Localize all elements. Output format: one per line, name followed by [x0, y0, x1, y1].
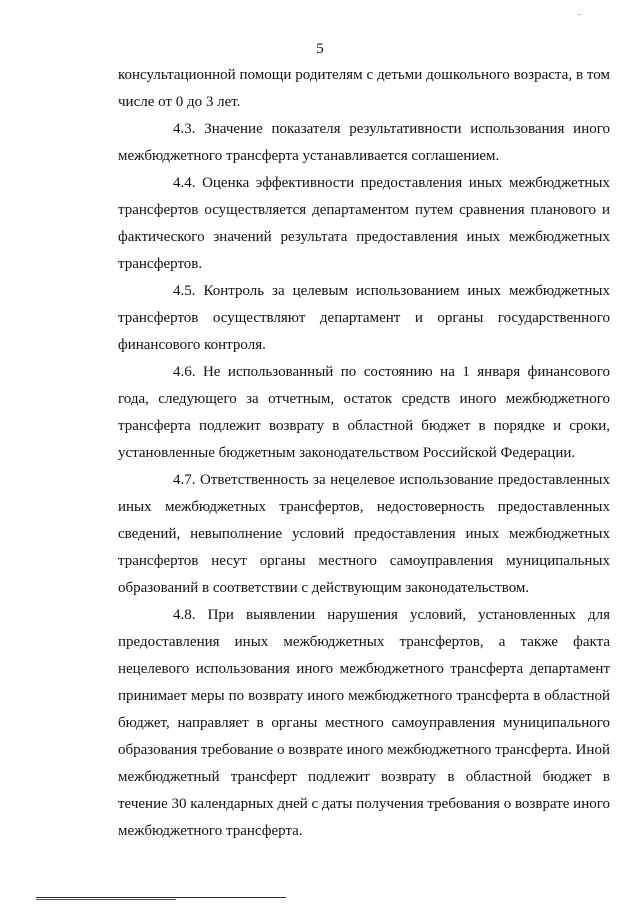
paragraph-4-5: 4.5. Контроль за целевым использованием иных межбюджетных трансфертов осуществляют департамент и органы государственного финансового контроля.	[118, 283, 610, 353]
paragraph-4-8: 4.8. При выявлении нарушения условий, установленных для предоставления иных межбюджетных трансфертов, а также факта нецелевого использования иного межбюджетного трансферта департамент принимает меры по возврату иного межбюджетного трансферта в областной бюджет, направляет в органы местного самоуправления муниципального образования требование о возврате иного межбюджетного трансферта. Иной межбюджетный трансферт подлежит возврату в областной бюджет в течение 30 календарных дней с даты получения требования о возврате иного межбюджетного трансферта.	[118, 607, 611, 839]
paragraph-4-4: 4.4. Оценка эффективности предоставления иных межбюджетных трансфертов осуществляется департаментом путем сравнения планового и фактического значений результата предоставления иных межбюджетных трансфертов.	[118, 175, 610, 272]
page-number: 5	[316, 41, 324, 57]
paragraph-4-6: 4.6. Не использованный по состоянию на 1 января финансового года, следующего за отчетным, остаток средств иного межбюджетного трансферта подлежит возврату в областной бюджет в порядке и сроки, установленные бюджетным законодательством Российской Федерации.	[118, 364, 610, 461]
paragraph-4-3: 4.3. Значение показателя результативности использования иного межбюджетного трансферта устанавливается соглашением.	[118, 121, 610, 164]
paragraph-4-7: 4.7. Ответственность за нецелевое использование предоставленных иных межбюджетных трансфертов, недостоверность предоставленных сведений, невыполнение условий предоставления иных межбюджетных трансфертов несут органы местного самоуправления муниципальных образований в соответствии с действующим законодательством.	[118, 472, 610, 596]
footer-rule	[36, 897, 286, 898]
paragraph-continuation: консультационной помощи родителям с детьми дошкольного возраста, в том числе от 0 до 3 лет.	[118, 67, 610, 110]
scan-artifact-mark	[578, 14, 580, 15]
footer-rule-secondary	[36, 899, 176, 900]
document-body	[118, 62, 610, 845]
